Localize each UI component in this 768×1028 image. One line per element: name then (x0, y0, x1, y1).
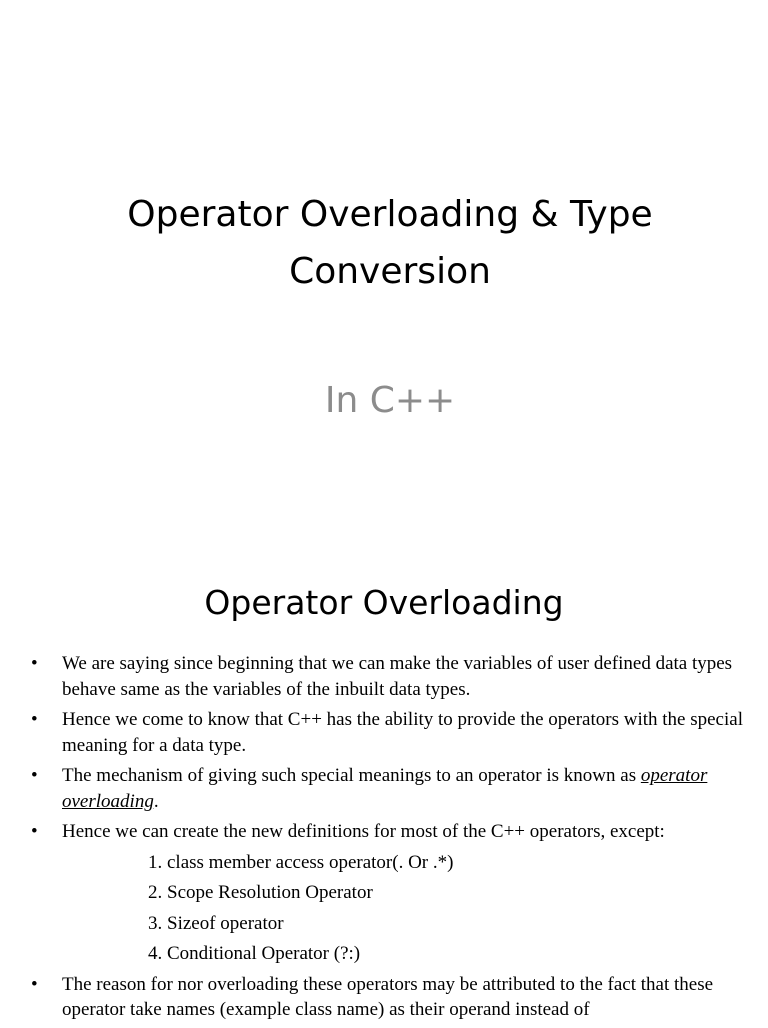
bullet-text: The reason for nor overloading these operators may be attributed to the fact that these operator take names (example class name) as their operand instead of (62, 973, 714, 1020)
bullet-text: Hence we can create the new definitions for most of the C++ operators, except: (62, 821, 665, 842)
bullet-text: Hence we come to know that C++ has the ability to provide the operators with the special meaning for a data type. (62, 709, 743, 756)
content-slide (0, 560, 768, 1024)
bullet-icon: • (31, 765, 38, 786)
slide-title: Operator Overloading & Type Conversion (127, 194, 653, 292)
list-item (0, 707, 768, 758)
exception-item: 3. Sizeof operator (148, 912, 284, 934)
bullet-text: The mechanism of giving such special meanings to an operator is known as (62, 765, 637, 786)
exceptions-list-container (0, 850, 768, 967)
bullet-icon: • (31, 653, 38, 674)
list-item (0, 972, 768, 1023)
list-item (0, 651, 768, 702)
list-item (0, 819, 768, 845)
bullet-text: We are saying since beginning that we can make the variables of user defined data types behave same as the variables of the inbuilt data types. (62, 653, 733, 700)
bullet-icon: • (31, 821, 38, 842)
list-item (0, 763, 768, 814)
bullet-suffix: . (153, 790, 159, 812)
bullet-icon: • (31, 973, 38, 995)
operator-overloading-term: operator overloading (62, 765, 708, 812)
slide-subtitle: In C++ (324, 380, 456, 421)
bullet-list (0, 651, 768, 1028)
bullet-icon: • (31, 709, 38, 730)
exception-item: 2. Scope Resolution Operator (148, 882, 373, 903)
exceptions-list (0, 850, 768, 967)
exception-item: 4. Conditional Operator (?:) (148, 943, 361, 964)
slide-heading: Operator Overloading (204, 583, 564, 622)
exception-item: 1. class member access operator(. Or .*) (148, 851, 454, 873)
